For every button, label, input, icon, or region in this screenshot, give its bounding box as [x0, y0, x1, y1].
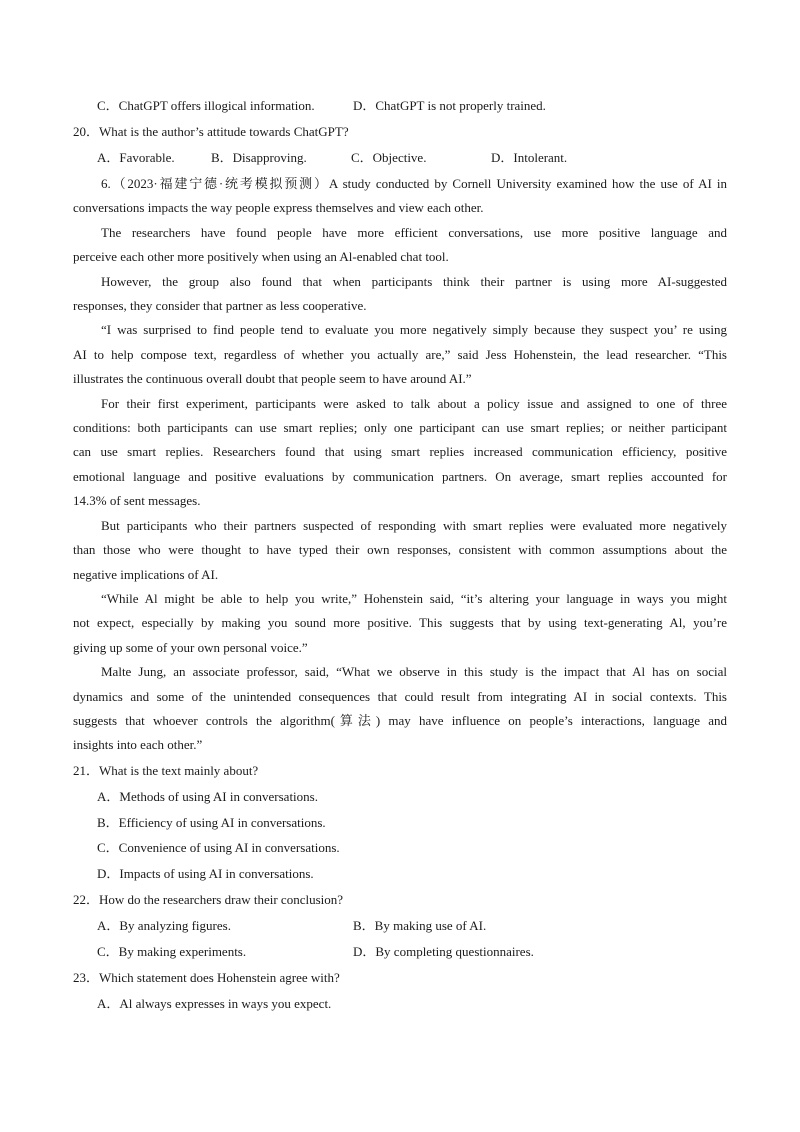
q23-stem: 23．Which statement does Hohenstein agree with? — [73, 970, 340, 985]
q21-option-c: C．Convenience of using AI in conversations. — [97, 840, 340, 855]
passage-p5-line5: 14.3% of sent messages. — [73, 493, 201, 508]
q19-option-c: C．ChatGPT offers illogical information. — [97, 98, 315, 113]
passage-p8-line3: suggests that whoever controls the algorithm(算法) may have influence on people’s interactions, language and — [73, 713, 727, 728]
passage-p4-line2: AI to help compose text, regardless of whether you actually are,” said Jess Hohenstein, the lead researcher. “This — [73, 347, 727, 362]
passage-p4-line1: “I was surprised to find people tend to evaluate you more negatively simply because they suspect you’ re using — [101, 322, 727, 337]
passage-p7-line3: giving up some of your own personal voice.” — [73, 640, 308, 655]
q22-stem: 22．How do the researchers draw their conclusion? — [73, 892, 344, 907]
q19-options — [97, 98, 697, 114]
passage-p1-line1: 6.（2023·福建宁德·统考模拟预测）A study conducted by Cornell University examined how the use of AI in — [101, 176, 727, 191]
passage-p5-line3: can use smart replies. Researchers found that using smart replies increased communication efficiency, positive — [73, 444, 727, 459]
q22-option-a: A．By analyzing figures. — [97, 918, 231, 933]
passage-p6-line1: But participants who their partners suspected of responding with smart replies were evaluated more negatively — [101, 518, 727, 533]
q22-option-b: B．By making use of AI. — [353, 918, 487, 933]
passage-p5-line2: conditions: both participants can use smart replies; only one participant can use smart replies; or neither participant — [73, 420, 727, 435]
q20-option-c: C．Objective. — [351, 150, 427, 165]
q20-stem: 20．What is the author’s attitude towards ChatGPT? — [73, 124, 349, 139]
passage-p7-line1: “While Al might be able to help you write,” Hohenstein said, “it’s altering your language in ways you might — [101, 591, 727, 606]
passage-p4-line3: illustrates the continuous overall doubt that people seem to have around AI.” — [73, 371, 472, 386]
q20-options — [97, 150, 697, 166]
passage-p2-line1: The researchers have found people have more efficient conversations, use more positive language and — [101, 225, 727, 240]
passage-p8-line1: Malte Jung, an associate professor, said, “What we observe in this study is the impact that Al has on social — [101, 664, 727, 679]
passage-p6-line2: than those who were thought to have typed their own responses, consistent with common assumptions about the — [73, 542, 727, 557]
q20-option-a: A．Favorable. — [97, 150, 175, 165]
q22-option-c: C．By making experiments. — [97, 944, 247, 959]
passage-p8-line4: insights into each other.” — [73, 737, 203, 752]
q22-option-d: D．By completing questionnaires. — [353, 944, 534, 959]
passage-p8-line2: dynamics and some of the unintended consequences that could result from integrating AI in social contexts. This — [73, 689, 727, 704]
q21-option-a: A．Methods of using AI in conversations. — [97, 789, 318, 804]
q20-option-b: B．Disapproving. — [211, 150, 307, 165]
passage-p3-line2: responses, they consider that partner as less cooperative. — [73, 298, 367, 313]
passage-p5-line4: emotional language and positive evaluations by communication partners. On average, smart replies accounted for — [73, 469, 727, 484]
q22-options-row2 — [97, 944, 697, 960]
passage-p6-line3: negative implications of AI. — [73, 567, 219, 582]
passage-p5-line1: For their first experiment, participants were asked to talk about a policy issue and assigned to one of three — [101, 396, 727, 411]
q21-option-d: D．Impacts of using AI in conversations. — [97, 866, 314, 881]
q21-stem: 21．What is the text mainly about? — [73, 763, 259, 778]
passage-p1-line2: conversations impacts the way people express themselves and view each other. — [73, 200, 484, 215]
passage-p7-line2: not expect, especially by making you sound more positive. This suggests that by using text-generating Al, you’re — [73, 615, 727, 630]
passage-p3-line1: However, the group also found that when participants think their partner is using more AI-suggested — [101, 274, 727, 289]
q22-options-row1 — [97, 918, 697, 934]
q20-option-d: D．Intolerant. — [491, 150, 568, 165]
q21-option-b: B．Efficiency of using AI in conversations. — [97, 815, 326, 830]
q19-option-d: D．ChatGPT is not properly trained. — [353, 98, 546, 113]
passage-p2-line2: perceive each other more positively when using an Al-enabled chat tool. — [73, 249, 449, 264]
q23-option-a: A．Al always expresses in ways you expect. — [97, 996, 332, 1011]
